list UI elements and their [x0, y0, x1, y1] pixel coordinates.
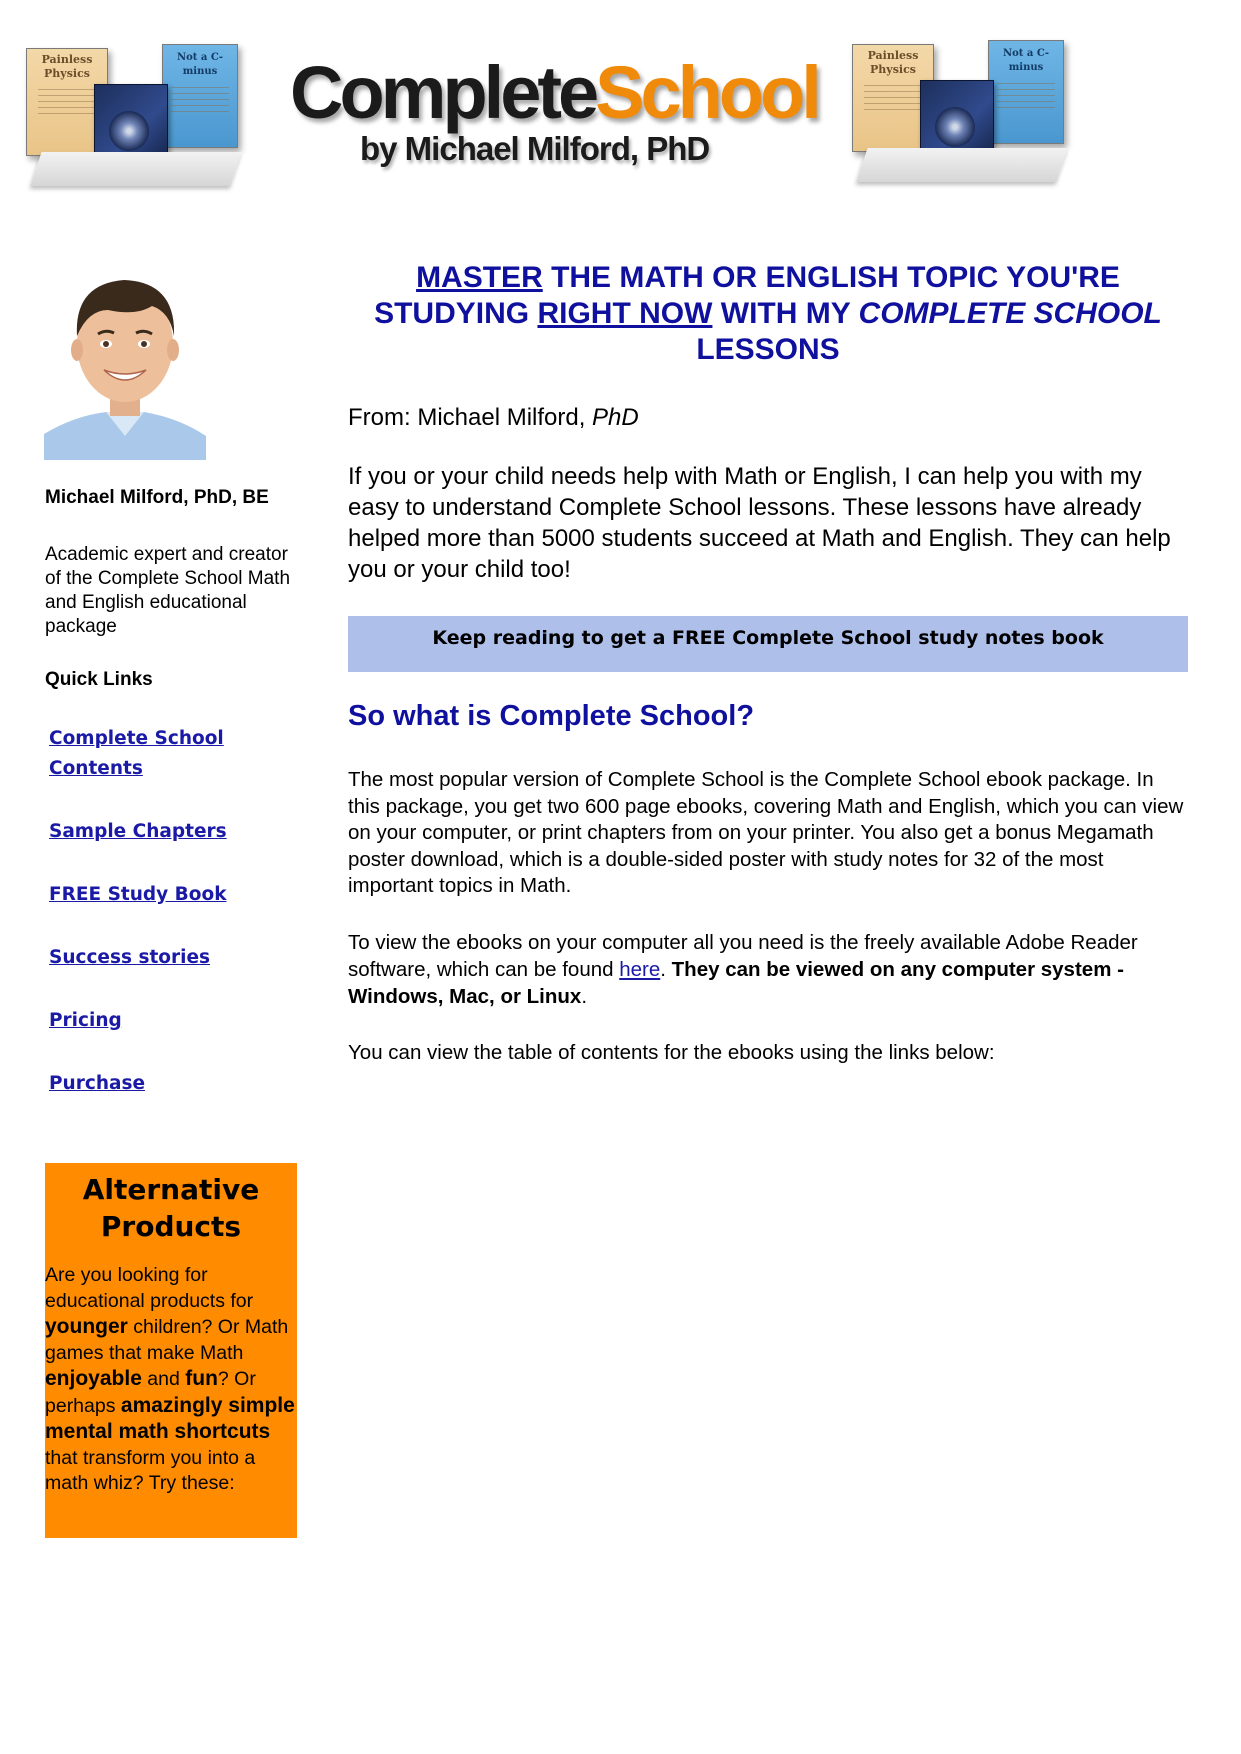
from-line	[348, 404, 639, 432]
alt-emphasis: amazingly simple mental math shortcuts	[45, 1393, 295, 1443]
logo-complete-text: Complete	[290, 51, 596, 134]
from-label: From: Michael Milford,	[348, 404, 593, 431]
physics-book-title: Painless Physics	[41, 53, 93, 80]
headline-text: WITH MY	[712, 297, 859, 330]
alt-text-part: ? Or perhaps	[45, 1368, 256, 1417]
alternative-products-title: Alternative Products	[82, 1173, 260, 1243]
complete-school-contents-link[interactable]: Complete School Contents	[49, 728, 224, 779]
logo-byline: by Michael Milford, PhD	[360, 130, 710, 167]
free-book-banner	[348, 616, 1188, 672]
quick-link-item	[49, 1069, 145, 1099]
author-photo	[44, 266, 206, 460]
alt-text-part: and	[141, 1368, 186, 1390]
success-stories-link[interactable]: Success stories	[49, 947, 211, 968]
alt-emphasis: fun	[185, 1367, 218, 1390]
physics-book-title: Painless Physics	[867, 49, 919, 76]
pricing-link[interactable]: Pricing	[49, 1010, 122, 1031]
para-text: .	[660, 958, 672, 981]
from-title: PhD	[592, 404, 639, 431]
free-study-book-link[interactable]: FREE Study Book	[49, 884, 227, 905]
quick-link-item	[49, 880, 227, 910]
product-bundle-image	[842, 40, 1072, 180]
alternative-products-box	[45, 1163, 297, 1538]
intro-paragraph: If you or your child needs help with Math or English, I can help you with my easy to understand Complete School lessons. These lessons have already helped more than 5000 students succeed at Math and English. They can help you or your child too!	[348, 463, 1171, 583]
poster-sheet	[856, 148, 1067, 182]
quick-links-heading: Quick Links	[45, 669, 153, 690]
quick-link-item	[49, 943, 210, 973]
poster-sheet	[30, 152, 241, 186]
headline-underlined: RIGHT NOW	[537, 297, 713, 330]
headline-italic: COMPLETE SCHOOL	[858, 297, 1162, 330]
alt-emphasis: enjoyable	[45, 1367, 142, 1390]
adobe-reader-link[interactable]: here	[619, 958, 661, 981]
para-text: To view the ebooks on your computer all you need is the freely available Adobe Reader software, which can be found	[348, 931, 1138, 981]
headline-text: LESSONS	[696, 333, 840, 366]
author-name: Michael Milford, PhD, BE	[45, 487, 269, 508]
complete-school-logo	[290, 50, 818, 180]
alt-text-part: children? Or Math games that make Math	[45, 1316, 289, 1364]
headline-underlined: MASTER	[416, 261, 543, 294]
sample-chapters-link[interactable]: Sample Chapters	[49, 821, 227, 842]
page-headline	[348, 260, 1188, 368]
platform-note: They can be viewed on any computer system - Windows, Mac, or Linux	[348, 958, 1124, 1008]
section-heading: So what is Complete School?	[348, 700, 755, 732]
ebook-package-paragraph: The most popular version of Complete School is the Complete School ebook package. In this package, you get two 600 page ebooks, covering Math and English, which you can view on your computer, or print chapters from on your printer. You also get a bonus Megamath poster download, which is a double-sided poster with study notes for 32 of the most important topics in Math.	[348, 768, 1184, 897]
free-book-banner-text: Keep reading to get a FREE Complete School study notes book	[432, 627, 1104, 649]
headline-text: THE MATH OR ENGLISH TOPIC YOU'RE STUDYING	[374, 261, 1120, 330]
quick-link-item	[49, 817, 227, 847]
adobe-reader-paragraph	[348, 929, 1188, 1010]
logo-wordmark	[290, 50, 818, 135]
product-bundle-image	[16, 44, 246, 184]
alt-emphasis: younger	[45, 1315, 128, 1338]
author-bio: Academic expert and creator of the Complete School Math and English educational package	[45, 544, 291, 637]
quick-link-item	[49, 1006, 122, 1036]
para-text: .	[581, 985, 588, 1008]
cminus-book-cover	[988, 40, 1064, 144]
cminus-book-title: Not a C-minus	[1003, 48, 1049, 73]
table-of-contents-note: You can view the table of contents for the ebooks using the links below:	[348, 1041, 995, 1064]
header-banner	[0, 0, 1241, 200]
alt-text-part: Are you looking for educational products for	[45, 1264, 254, 1312]
cminus-book-title: Not a C-minus	[177, 52, 223, 77]
purchase-link[interactable]: Purchase	[49, 1073, 146, 1094]
quick-link-item	[49, 724, 249, 784]
alt-text-part: that transform you into a math whiz? Try these:	[45, 1446, 256, 1494]
logo-school-text: School	[595, 51, 818, 134]
cminus-book-cover	[162, 44, 238, 148]
alternative-products-text	[45, 1263, 295, 1497]
